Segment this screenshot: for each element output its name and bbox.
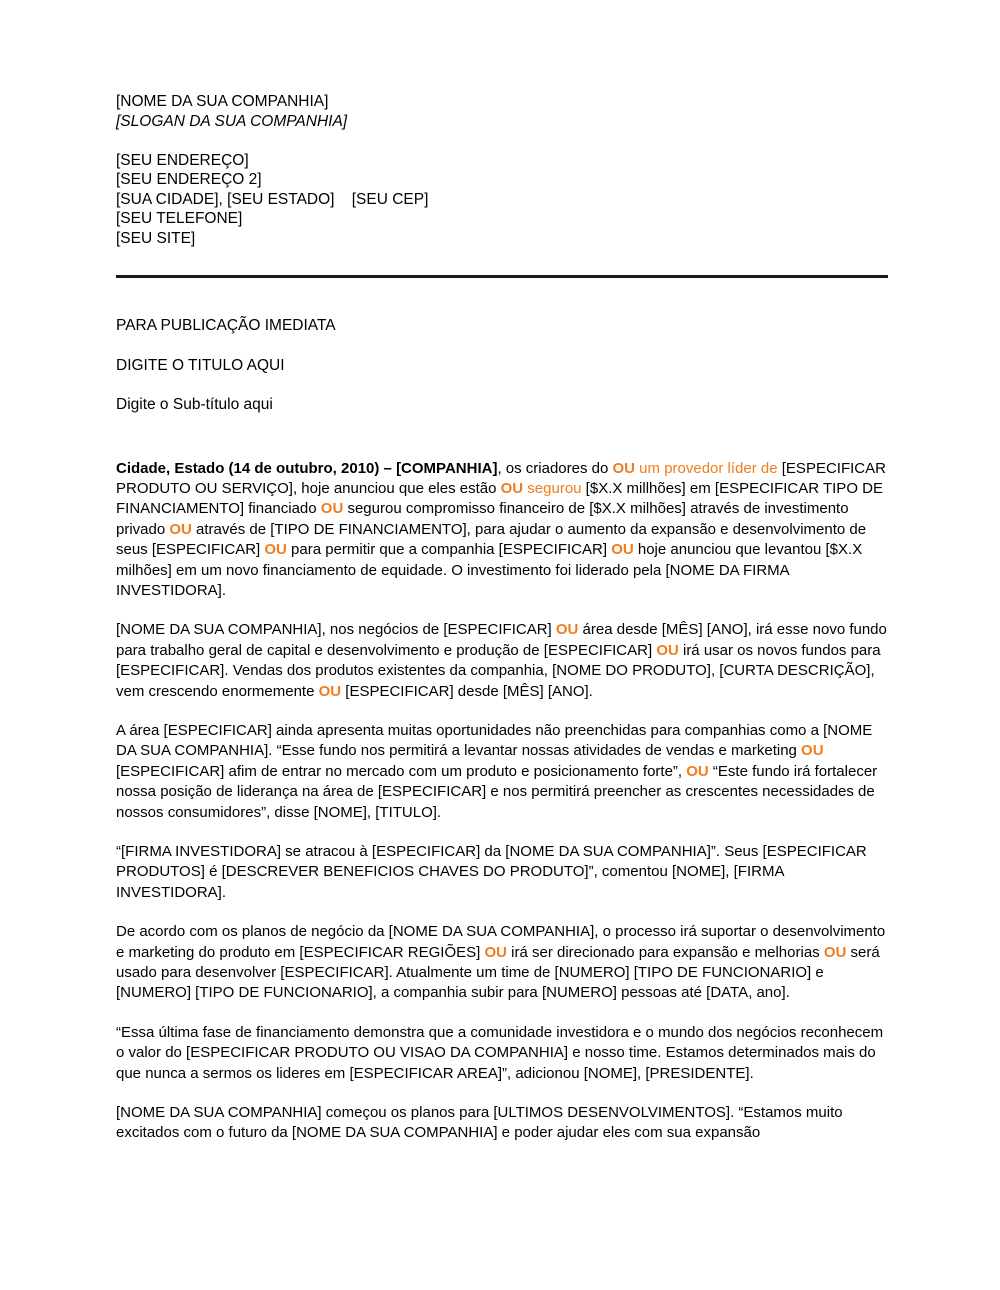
p3-segment-2: [ESPECIFICAR] afim de entrar no mercado com um produto e posicionamento forte”, — [116, 762, 687, 780]
alt-marker-icon: OU — [169, 520, 192, 538]
body-paragraph-4: “[FIRMA INVESTIDORA] se atracou à [ESPECIFICAR] da [NOME DA SUA COMPANHIA]”. Seus [ESPECIFICAR PRODUTOS] é [DESCREVER BENEFICIOS CHAVES DO PRODUTO]”, comentou [NOME], [FIRMA INVESTIDORA]. — [116, 843, 867, 901]
body-paragraph-2 — [116, 620, 888, 702]
company-slogan: [SLOGAN DA SUA COMPANHIA] — [116, 112, 348, 130]
alt-marker-icon: OU — [801, 742, 824, 760]
address-city-state-zip: [SUA CIDADE], [SEU ESTADO] [SEU CEP] — [116, 190, 429, 208]
address-line-2: [SEU ENDEREÇO 2] — [116, 171, 262, 188]
dateline-lead-in: Cidade, Estado (14 de outubro, 2010) – [COMPANHIA] — [116, 459, 498, 477]
address-block — [116, 151, 888, 249]
body-paragraph-1 — [116, 459, 888, 602]
p1-segment-6: para permitir que a companhia [ESPECIFICAR] — [286, 541, 612, 559]
body-paragraph-3 — [116, 721, 888, 823]
p1-segment-3: [$X.X millhões] em [ESPECIFICAR TIPO DE FINANCIAMENTO] financiado — [116, 479, 883, 518]
alt-marker-icon: OU — [656, 641, 679, 659]
alt-marker-icon: OU — [320, 500, 344, 518]
p1-segment-1: , os criadores do — [497, 459, 613, 477]
alt-marker-icon: OU — [484, 943, 507, 961]
address-website: [SEU SITE] — [116, 229, 196, 247]
p5-segment-2: irá ser direcionado para expansão e melhorias — [506, 943, 824, 961]
letterhead — [116, 92, 888, 131]
release-meta — [116, 316, 888, 415]
alt-marker-icon: OU — [823, 943, 847, 961]
p5-segment-3: será usado para desenvolver [ESPECIFICAR]. Atualmente um time de [NUMERO] [TIPO DE FUNCIONARIO] e [NUMERO] [TIPO DE FUNCIONARIO], a companhia subir para [NUMERO] pessoas até [DATA, ano]. — [116, 943, 880, 1002]
alt-marker-icon: OU — [612, 459, 636, 477]
alt-marker-icon: OU — [500, 479, 524, 497]
alt-marker-icon: OU — [611, 541, 634, 559]
release-subtitle: Digite o Sub-título aqui — [116, 396, 273, 413]
body-paragraph-5 — [116, 922, 888, 1004]
document-content — [116, 92, 888, 1144]
body-paragraph-6: “Essa última fase de financiamento demonstra que a comunidade investidora e o mundo dos negócios reconhecem o valor do [ESPECIFICAR PRODUTO OU VISAO DA COMPANHIA] e nosso time. Estamos determinados mais do que nunca a sermos os lideres em [ESPECIFICAR AREA]”, adicionou [NOME], [PRESIDENTE]. — [116, 1023, 884, 1082]
horizontal-rule — [116, 275, 888, 278]
p1-segment-4: segurou compromisso financeiro de [$X.X milhões] através de investimento privado — [116, 500, 849, 538]
alt-marker-icon: OU — [264, 541, 287, 559]
p1-segment-5: através de [TIPO DE FINANCIAMENTO], para ajudar o aumento da expansão e desenvolvimento de seus [ESPECIFICAR] — [116, 520, 867, 559]
body-copy — [116, 459, 888, 1144]
p1-segment-2: [ESPECIFICAR PRODUTO OU SERVIÇO], hoje anunciou que eles estão — [116, 459, 886, 497]
alt-marker-icon: OU — [686, 762, 709, 780]
alt-marker-icon: OU — [555, 621, 579, 639]
address-line-1: [SEU ENDEREÇO] — [116, 151, 249, 169]
p2-segment-2: área desde [MÊS] [ANO], irá esse novo fundo para trabalho geral de capital e desenvolvimento e produção de [ESPECIFICAR] — [116, 621, 887, 659]
p5-segment-1: De acordo com os planos de negócio da [NOME DA SUA COMPANHIA], o processo irá suportar o desenvolvimento e marketing do produto em [ESPECIFICAR REGIÕES] — [116, 923, 886, 961]
release-notice: PARA PUBLICAÇÃO IMEDIATA — [116, 317, 336, 334]
alt-marker-icon: OU — [318, 682, 342, 700]
p1-segment-7: hoje anunciou que levantou [$X.X milhões] em um novo financiamento de equidade. O investimento foi liderado pela [NOME DA FIRMA INVESTIDORA]. — [116, 541, 863, 599]
p1-alt-text-2: segurou — [523, 479, 582, 497]
p3-segment-1: A área [ESPECIFICAR] ainda apresenta muitas oportunidades não preenchidas para companhias como a [NOME DA SUA COMPANHIA]. “Esse fundo nos permitirá a levantar nossas atividades de vendas e marketing — [116, 721, 873, 760]
p3-segment-3: “Este fundo irá fortalecer nossa posição de liderança na área de [ESPECIFICAR] e nos permitirá preencher as crescentes necessidades de nossos consumidores”, disse [NOME], [TITULO]. — [116, 762, 878, 821]
address-phone: [SEU TELEFONE] — [116, 210, 243, 227]
release-title: DIGITE O TITULO AQUI — [116, 356, 285, 374]
p1-alt-text-1: um provedor líder de — [635, 459, 778, 477]
p2-segment-3: irá usar os novos fundos para [ESPECIFICAR]. Vendas dos produtos existentes da companhia, [NOME DO PRODUTO], [CURTA DESCRIÇÃO], vem crescendo enormemente — [116, 641, 881, 700]
p2-segment-4: [ESPECIFICAR] desde [MÊS] [ANO]. — [341, 682, 593, 700]
company-name: [NOME DA SUA COMPANHIA] — [116, 93, 329, 110]
p2-segment-1: [NOME DA SUA COMPANHIA], nos negócios de [ESPECIFICAR] — [116, 621, 556, 639]
body-paragraph-7: [NOME DA SUA COMPANHIA] começou os planos para [ULTIMOS DESENVOLVIMENTOS]. “Estamos muito excitados com o futuro da [NOME DA SUA COMPANHIA] e poder ajudar eles com sua expansão — [116, 1104, 843, 1142]
